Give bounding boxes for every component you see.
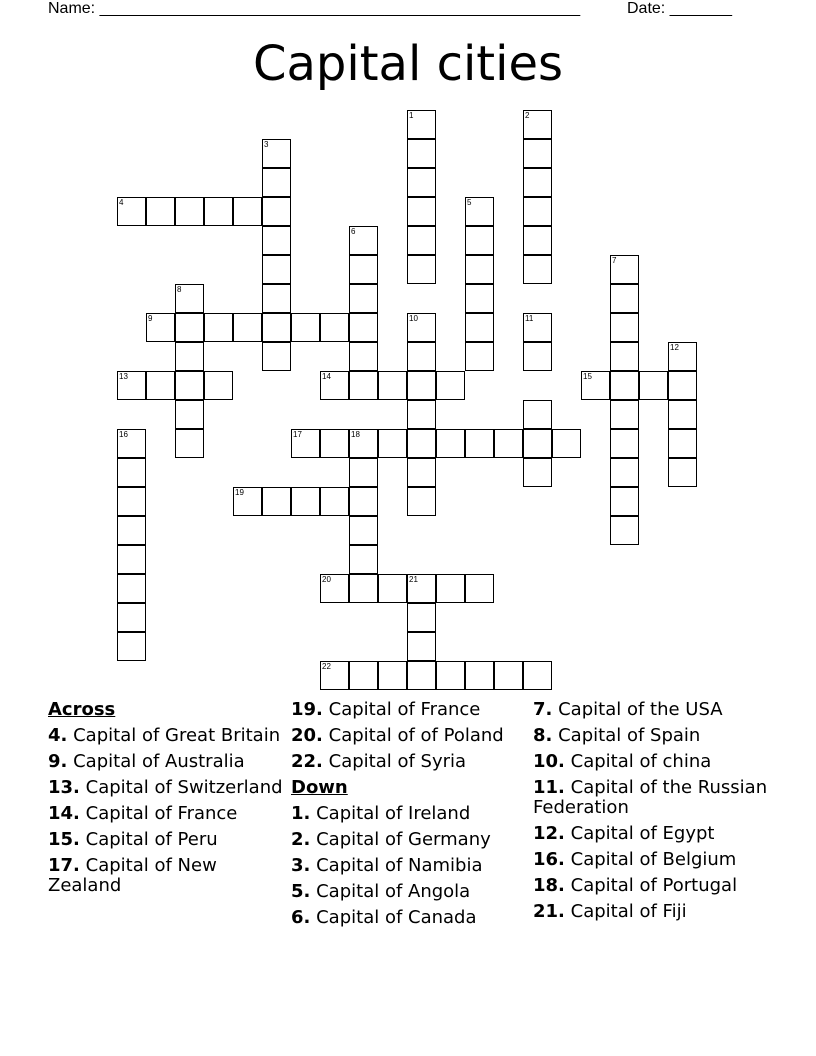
grid-cell[interactable] xyxy=(175,400,204,429)
clue-down-1: 1. Capital of Ireland xyxy=(291,803,471,824)
grid-cell[interactable] xyxy=(175,197,204,226)
grid-cell[interactable] xyxy=(610,371,639,400)
grid-cell[interactable] xyxy=(668,400,697,429)
grid-cell[interactable] xyxy=(291,487,320,516)
grid-cell[interactable] xyxy=(610,313,639,342)
grid-cell[interactable] xyxy=(407,139,436,168)
grid-cell[interactable] xyxy=(523,661,552,690)
clue-number: 4 xyxy=(119,198,124,207)
clue-number: 10 xyxy=(409,314,418,323)
clue-down-21: 21. Capital of Fiji xyxy=(533,901,687,922)
grid-cell-5[interactable] xyxy=(465,197,494,226)
clue-number: 22 xyxy=(322,662,331,671)
grid-cell-22[interactable] xyxy=(320,661,349,690)
grid-cell[interactable] xyxy=(262,168,291,197)
grid-cell[interactable] xyxy=(349,661,378,690)
clue-across-13: 13. Capital of Switzerland xyxy=(48,777,283,798)
grid-cell[interactable] xyxy=(407,661,436,690)
clues-column-1 xyxy=(48,700,283,902)
grid-cell-10[interactable] xyxy=(407,313,436,342)
grid-cell[interactable] xyxy=(523,458,552,487)
grid-cell[interactable] xyxy=(349,545,378,574)
grid-cell-12[interactable] xyxy=(668,342,697,371)
grid-cell[interactable] xyxy=(494,661,523,690)
grid-cell[interactable] xyxy=(117,516,146,545)
clue-number: 20 xyxy=(322,575,331,584)
grid-cell[interactable] xyxy=(233,197,262,226)
grid-cell[interactable] xyxy=(320,313,349,342)
grid-cell[interactable] xyxy=(407,168,436,197)
grid-cell[interactable] xyxy=(349,284,378,313)
grid-cell[interactable] xyxy=(175,371,204,400)
grid-cell[interactable] xyxy=(407,400,436,429)
grid-cell[interactable] xyxy=(175,313,204,342)
clue-number: 6 xyxy=(351,227,356,236)
grid-cell-3[interactable] xyxy=(262,139,291,168)
grid-cell[interactable] xyxy=(349,516,378,545)
grid-cell[interactable] xyxy=(436,574,465,603)
grid-cell-6[interactable] xyxy=(349,226,378,255)
grid-cell[interactable] xyxy=(407,197,436,226)
clue-number: 2 xyxy=(525,111,530,120)
clue-number: 3 xyxy=(264,140,269,149)
grid-cell[interactable] xyxy=(523,429,552,458)
grid-cell-13[interactable] xyxy=(117,371,146,400)
grid-cell[interactable] xyxy=(668,429,697,458)
grid-cell[interactable] xyxy=(117,487,146,516)
clue-across-4: 4. Capital of Great Britain xyxy=(48,725,281,746)
clue-down-18: 18. Capital of Portugal xyxy=(533,875,738,896)
grid-cell[interactable] xyxy=(117,545,146,574)
clue-across-14: 14. Capital of France xyxy=(48,803,238,824)
grid-cell[interactable] xyxy=(204,197,233,226)
grid-cell[interactable] xyxy=(407,603,436,632)
grid-cell[interactable] xyxy=(117,574,146,603)
grid-cell[interactable] xyxy=(349,313,378,342)
grid-cell[interactable] xyxy=(436,429,465,458)
grid-cell-7[interactable] xyxy=(610,255,639,284)
grid-cell[interactable] xyxy=(610,487,639,516)
grid-cell[interactable] xyxy=(639,371,668,400)
grid-cell[interactable] xyxy=(262,226,291,255)
name-line: Name: ______________________________________________________ xyxy=(48,0,581,17)
grid-cell[interactable] xyxy=(407,342,436,371)
clue-across-19: 19. Capital of France xyxy=(291,699,481,720)
grid-cell[interactable] xyxy=(494,429,523,458)
grid-cell-8[interactable] xyxy=(175,284,204,313)
grid-cell[interactable] xyxy=(117,632,146,661)
grid-cell[interactable] xyxy=(204,313,233,342)
grid-cell[interactable] xyxy=(465,313,494,342)
grid-cell[interactable] xyxy=(407,429,436,458)
grid-cell[interactable] xyxy=(378,429,407,458)
grid-cell[interactable] xyxy=(262,284,291,313)
grid-cell-15[interactable] xyxy=(581,371,610,400)
clue-across-17: 17. Capital of New Zealand xyxy=(48,855,217,896)
clue-number: 13 xyxy=(119,372,128,381)
clue-down-10: 10. Capital of china xyxy=(533,751,712,772)
clue-down-6: 6. Capital of Canada xyxy=(291,907,477,928)
grid-cell[interactable] xyxy=(523,168,552,197)
clue-number: 9 xyxy=(148,314,153,323)
grid-cell[interactable] xyxy=(610,342,639,371)
clue-down-7: 7. Capital of the USA xyxy=(533,699,723,720)
grid-cell[interactable] xyxy=(349,371,378,400)
grid-cell[interactable] xyxy=(465,226,494,255)
grid-cell[interactable] xyxy=(349,458,378,487)
clues-column-2 xyxy=(291,700,526,934)
grid-cell[interactable] xyxy=(349,487,378,516)
grid-cell[interactable] xyxy=(349,574,378,603)
grid-cell[interactable] xyxy=(523,400,552,429)
grid-cell[interactable] xyxy=(146,371,175,400)
grid-cell[interactable] xyxy=(349,342,378,371)
grid-cell[interactable] xyxy=(407,487,436,516)
clue-down-8: 8. Capital of Spain xyxy=(533,725,701,746)
grid-cell[interactable] xyxy=(610,516,639,545)
clue-down-5: 5. Capital of Angola xyxy=(291,881,471,902)
clue-across-20: 20. Capital of of Poland xyxy=(291,725,504,746)
grid-cell[interactable] xyxy=(465,661,494,690)
grid-cell[interactable] xyxy=(204,371,233,400)
clue-number: 12 xyxy=(670,343,679,352)
clue-down-3: 3. Capital of Namibia xyxy=(291,855,483,876)
clue-down-16: 16. Capital of Belgium xyxy=(533,849,737,870)
grid-cell[interactable] xyxy=(407,458,436,487)
grid-cell[interactable] xyxy=(465,429,494,458)
grid-cell[interactable] xyxy=(610,429,639,458)
grid-cell[interactable] xyxy=(378,574,407,603)
grid-cell[interactable] xyxy=(610,400,639,429)
clue-across-9: 9. Capital of Australia xyxy=(48,751,245,772)
grid-cell[interactable] xyxy=(610,458,639,487)
clue-number: 16 xyxy=(119,430,128,439)
grid-cell[interactable] xyxy=(378,661,407,690)
grid-cell[interactable] xyxy=(146,197,175,226)
grid-cell[interactable] xyxy=(465,255,494,284)
grid-cell[interactable] xyxy=(436,371,465,400)
grid-cell[interactable] xyxy=(320,429,349,458)
grid-cell[interactable] xyxy=(552,429,581,458)
grid-cell[interactable] xyxy=(262,313,291,342)
grid-cell[interactable] xyxy=(523,226,552,255)
grid-cell-2[interactable] xyxy=(523,110,552,139)
grid-cell[interactable] xyxy=(407,371,436,400)
grid-cell-9[interactable] xyxy=(146,313,175,342)
clue-number: 11 xyxy=(525,314,534,323)
grid-cell[interactable] xyxy=(262,255,291,284)
clue-number: 14 xyxy=(322,372,331,381)
grid-cell[interactable] xyxy=(117,458,146,487)
across-heading: Across xyxy=(48,699,116,720)
grid-cell[interactable] xyxy=(668,458,697,487)
grid-cell[interactable] xyxy=(465,342,494,371)
grid-cell[interactable] xyxy=(523,197,552,226)
date-line: Date: _______ xyxy=(627,0,732,17)
grid-cell[interactable] xyxy=(320,487,349,516)
grid-cell[interactable] xyxy=(262,342,291,371)
grid-cell-11[interactable] xyxy=(523,313,552,342)
grid-cell[interactable] xyxy=(407,255,436,284)
clue-down-11: 11. Capital of the Russian Federation xyxy=(533,777,768,818)
grid-cell-21[interactable] xyxy=(407,574,436,603)
grid-cell[interactable] xyxy=(465,284,494,313)
grid-cell-20[interactable] xyxy=(320,574,349,603)
clue-number: 1 xyxy=(409,111,414,120)
grid-cell[interactable] xyxy=(117,603,146,632)
clue-number: 7 xyxy=(612,256,617,265)
grid-cell[interactable] xyxy=(610,284,639,313)
grid-cell[interactable] xyxy=(175,429,204,458)
grid-cell-1[interactable] xyxy=(407,110,436,139)
grid-cell[interactable] xyxy=(262,197,291,226)
clue-number: 8 xyxy=(177,285,182,294)
clue-across-15: 15. Capital of Peru xyxy=(48,829,218,850)
clue-number: 17 xyxy=(293,430,302,439)
grid-cell[interactable] xyxy=(233,313,262,342)
grid-cell[interactable] xyxy=(523,139,552,168)
grid-cell-14[interactable] xyxy=(320,371,349,400)
grid-cell[interactable] xyxy=(465,574,494,603)
grid-cell-19[interactable] xyxy=(233,487,262,516)
grid-cell[interactable] xyxy=(291,313,320,342)
grid-cell[interactable] xyxy=(407,226,436,255)
clue-down-2: 2. Capital of Germany xyxy=(291,829,491,850)
grid-cell[interactable] xyxy=(349,255,378,284)
clue-number: 19 xyxy=(235,488,244,497)
grid-cell-17[interactable] xyxy=(291,429,320,458)
grid-cell[interactable] xyxy=(523,342,552,371)
grid-cell[interactable] xyxy=(378,371,407,400)
grid-cell-16[interactable] xyxy=(117,429,146,458)
grid-cell[interactable] xyxy=(262,487,291,516)
clues-column-3 xyxy=(533,700,768,928)
grid-cell-18[interactable] xyxy=(349,429,378,458)
down-heading: Down xyxy=(291,777,348,798)
clue-number: 21 xyxy=(409,575,418,584)
clue-number: 15 xyxy=(583,372,592,381)
grid-cell[interactable] xyxy=(407,632,436,661)
grid-cell[interactable] xyxy=(436,661,465,690)
clue-number: 18 xyxy=(351,430,360,439)
clue-down-12: 12. Capital of Egypt xyxy=(533,823,715,844)
page-title: Capital cities xyxy=(253,36,563,92)
clue-across-22: 22. Capital of Syria xyxy=(291,751,467,772)
grid-cell[interactable] xyxy=(668,371,697,400)
clue-number: 5 xyxy=(467,198,472,207)
grid-cell-4[interactable] xyxy=(117,197,146,226)
grid-cell[interactable] xyxy=(523,255,552,284)
grid-cell[interactable] xyxy=(175,342,204,371)
